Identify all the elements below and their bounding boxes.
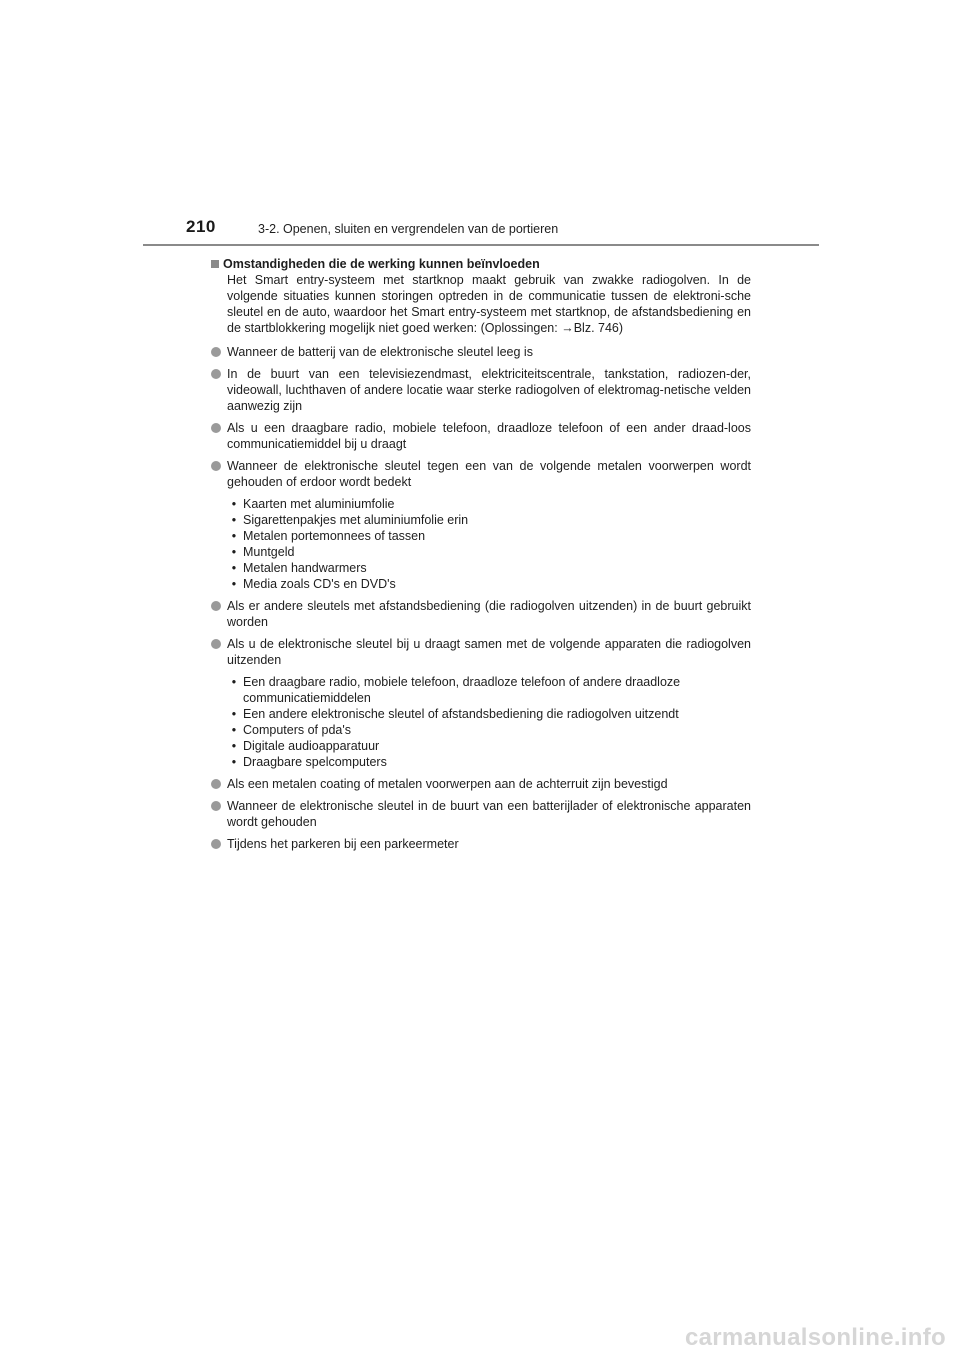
list-item-body [227, 836, 751, 852]
sub-list-item [227, 738, 751, 754]
list-item-text: Wanneer de batterij van de elektronische sleutel leeg is [227, 345, 533, 359]
watermark: carmanualsonline.info [684, 1324, 946, 1351]
list-item-body [227, 798, 751, 830]
bullet-dot-icon: • [231, 545, 237, 559]
list-item-text: Wanneer de elektronische sleutel in de buurt van een batterijlader of elektronische apparaten wordt gehouden [227, 799, 751, 829]
sub-list-item [227, 754, 751, 770]
bullet-dot-icon: • [231, 513, 237, 527]
list-item [211, 776, 751, 792]
sub-list-item [227, 722, 751, 738]
list-item-text: Als u een draagbare radio, mobiele telefoon, draadloze telefoon of een ander draad-loos communicatiemiddel bij u draagt [227, 421, 751, 451]
list-item-text: Tijdens het parkeren bij een parkeermeter [227, 837, 459, 851]
circle-bullet-icon [211, 423, 221, 433]
list-item-body [227, 636, 751, 770]
sub-list-item [227, 544, 751, 560]
sub-list-item [227, 674, 751, 706]
circle-bullet-icon [211, 347, 221, 357]
list-item [211, 420, 751, 452]
section-heading [211, 256, 751, 272]
sub-list-item-text: Een draagbare radio, mobiele telefoon, draadloze telefoon of andere draadloze communicatiemiddelen [243, 675, 681, 705]
list-item-body [227, 344, 751, 360]
intro-paragraph: Het Smart entry-systeem met startknop maakt gebruik van zwakke radiogolven. In de volgende situaties kunnen storingen optreden in de communicatie tussen de elektroni-sche sleutel en de auto, waardoor het Smart entry-systeem met startknop, de afstandsbediening en de startblokkering mogelijk niet goed werken: (Oplossingen: →Blz. 746) [227, 273, 751, 335]
list-item-text: Wanneer de elektronische sleutel tegen een van de volgende metalen voorwerpen wordt gehouden of erdoor wordt bedekt [227, 459, 751, 489]
content-area [211, 256, 751, 858]
sub-list-item-text: Digitale audioapparatuur [243, 739, 380, 753]
list-item-text: Als een metalen coating of metalen voorwerpen aan de achterruit zijn bevestigd [227, 777, 668, 791]
bullet-dot-icon: • [231, 755, 237, 769]
bullet-dot-icon: • [231, 707, 237, 721]
list-item-body [227, 366, 751, 414]
bullet-dot-icon: • [231, 577, 237, 591]
sub-list-item-text: Metalen portemonnees of tassen [243, 529, 426, 543]
sub-list-item [227, 560, 751, 576]
circle-bullet-icon [211, 639, 221, 649]
sub-list-item-text: Draagbare spelcomputers [243, 755, 387, 769]
circle-bullet-icon [211, 801, 221, 811]
list-item [211, 798, 751, 830]
bullet-dot-icon: • [231, 529, 237, 543]
sub-list-item-text: Kaarten met aluminiumfolie [243, 497, 395, 511]
square-bullet-icon [211, 260, 219, 268]
bullet-dot-icon: • [231, 739, 237, 753]
circle-bullet-icon [211, 369, 221, 379]
page-number: 210 [186, 217, 216, 236]
list-item [211, 344, 751, 360]
list-item-body [227, 420, 751, 452]
circle-bullet-icon [211, 461, 221, 471]
circle-bullet-icon [211, 839, 221, 849]
list-item [211, 598, 751, 630]
sub-list-item-text: Computers of pda's [243, 723, 351, 737]
sub-list-item [227, 576, 751, 592]
list-item [211, 636, 751, 770]
list-item [211, 836, 751, 852]
bullet-list [211, 344, 751, 852]
sub-list-item [227, 496, 751, 512]
list-item [211, 366, 751, 414]
list-item-body [227, 458, 751, 592]
bullet-dot-icon: • [231, 723, 237, 737]
sub-list-item-text: Media zoals CD's en DVD's [243, 577, 396, 591]
list-item-text: In de buurt van een televisiezendmast, elektriciteitscentrale, tankstation, radiozen-der, videowall, luchthaven of andere locatie waar sterke radiogolven of elektromag-netische velden aanwezig zijn [227, 367, 751, 413]
bullet-dot-icon: • [231, 561, 237, 575]
list-item-text: Als u de elektronische sleutel bij u draagt samen met de volgende apparaten die radiogolven uitzenden [227, 637, 751, 667]
sub-list-item [227, 706, 751, 722]
bullet-dot-icon: • [231, 675, 237, 689]
list-item-body [227, 776, 751, 792]
sub-list-item-text: Een andere elektronische sleutel of afstandsbediening die radiogolven uitzendt [243, 707, 679, 721]
circle-bullet-icon [211, 601, 221, 611]
sub-list [227, 674, 751, 770]
list-item [211, 458, 751, 592]
sub-list-item-text: Metalen handwarmers [243, 561, 367, 575]
list-item-text: Als er andere sleutels met afstandsbediening (die radiogolven uitzenden) in de buurt gebruikt worden [227, 599, 751, 629]
circle-bullet-icon [211, 779, 221, 789]
bullet-dot-icon: • [231, 497, 237, 511]
sub-list-item [227, 528, 751, 544]
sub-list-item-text: Muntgeld [243, 545, 295, 559]
section-title: 3-2. Openen, sluiten en vergrendelen van de portieren [258, 222, 559, 236]
sub-list-item [227, 512, 751, 528]
section-heading-text: Omstandigheden die de werking kunnen beïnvloeden [223, 257, 540, 271]
list-item-body [227, 598, 751, 630]
sub-list-item-text: Sigarettenpakjes met aluminiumfolie erin [243, 513, 469, 527]
sub-list [227, 496, 751, 592]
header-divider [143, 244, 819, 246]
